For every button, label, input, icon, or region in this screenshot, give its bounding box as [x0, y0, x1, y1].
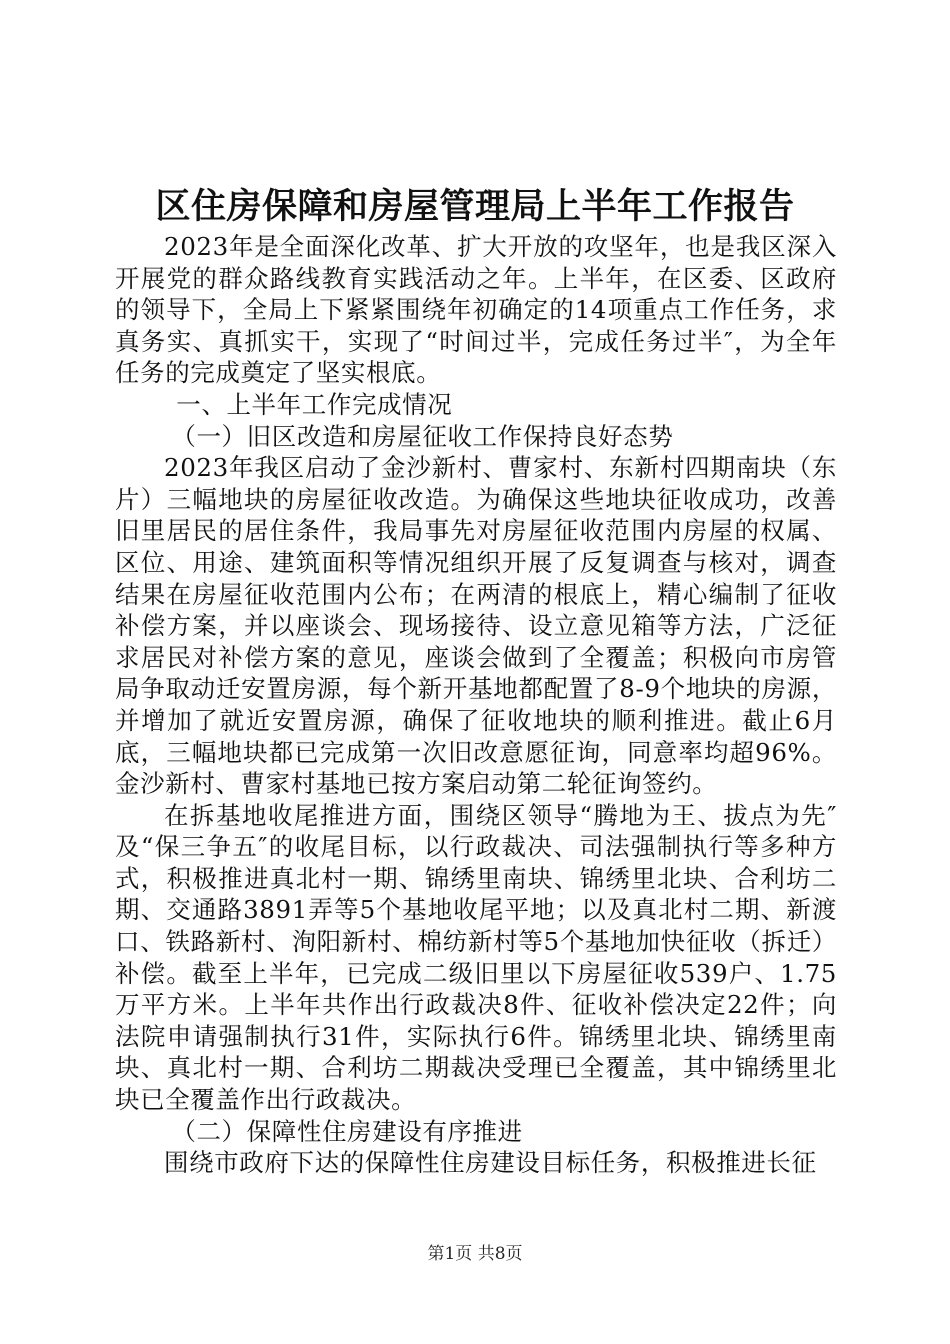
document-body — [115, 231, 837, 1179]
section-heading: 一、上半年工作完成情况 — [176, 389, 453, 419]
body-paragraph: 在拆基地收尾推进方面，围绕区领导“腾地为王、拔点为先″及“保三争五″的收尾目标，以行政裁决、司法强制执行等多种方式，积极推进真北村一期、锦绣里南块、锦绣里北块、合利坊二期、交通路3891弄等5个基地收尾平地；以及真北村二期、新渡口、铁路新村、洵阳新村、棉纺新村等5个基地加快征收（拆迁）补偿。截至上半年，已完成二级旧里以下房屋征收539户、1.75万平方米。上半年共作出行政裁决8件、征收补偿决定22件；向法院申请强制执行31件，实际执行6件。锦绣里北块、锦绣里南块、真北村一期、合利坊二期裁决受理已全覆盖，其中锦绣里北块已全覆盖作出行政裁决。 — [115, 800, 837, 1115]
body-paragraph: 围绕市政府下达的保障性住房建设目标任务，积极推进长征 — [164, 1148, 817, 1178]
page-footer: 第1页 共8页 — [427, 1244, 523, 1264]
intro-paragraph: 2023年是全面深化改革、扩大开放的攻坚年，也是我区深入开展党的群众路线教育实践活动之年。上半年，在区委、区政府的领导下，全局上下紧紧围绕年初确定的14项重点工作任务，求真务实、真抓实干，实现了“时间过半，完成任务过半″，为全年任务的完成奠定了坚实根底。 — [115, 232, 837, 388]
subsection-heading: （二）保障性住房建设有序推进 — [171, 1116, 523, 1146]
body-paragraph: 2023年我区启动了金沙新村、曹家村、东新村四期南块（东片）三幅地块的房屋征收改造。为确保这些地块征收成功，改善旧里居民的居住条件，我局事先对房屋征收范围内房屋的权属、区位、用途、建筑面积等情况组织开展了反复调查与核对，调查结果在房屋征收范围内公布；在两清的根底上，精心编制了征收补偿方案，并以座谈会、现场接待、设立意见箱等方法，广泛征求居民对补偿方案的意见，座谈会做到了全覆盖；积极向市房管局争取动迁安置房源，每个新开基地都配置了8-9个地块的房源，并增加了就近安置房源，确保了征收地块的顺利推进。截止6月底，三幅地块都已完成第一次旧改意愿征询，同意率均超96%。金沙新村、曹家村基地已按方案启动第二轮征询签约。 — [115, 453, 837, 799]
subsection-heading: （一）旧区改造和房屋征收工作保持良好态势 — [171, 421, 674, 451]
document-title: 区住房保障和房屋管理局上半年工作报告 — [155, 187, 795, 227]
